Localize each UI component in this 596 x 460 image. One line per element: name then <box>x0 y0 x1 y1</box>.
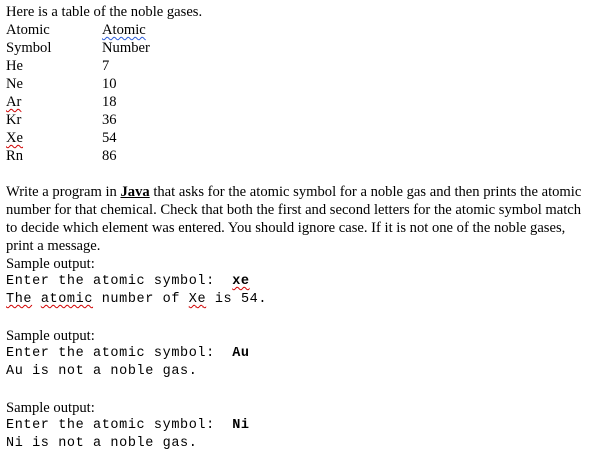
table-row <box>6 111 592 129</box>
table-header-row-1 <box>6 21 592 39</box>
java-keyword: Java <box>120 184 150 200</box>
header-number: Number <box>102 40 150 56</box>
document-page <box>6 3 592 453</box>
table-cell-number: 86 <box>102 148 117 164</box>
table-row <box>6 57 592 75</box>
table-cell-number: 18 <box>102 94 117 110</box>
intro-text: Here is a table of the noble gases. <box>6 4 203 20</box>
table-cell-number: 7 <box>102 58 110 74</box>
sample-result-part: Xe <box>188 292 207 307</box>
table-row <box>6 75 592 93</box>
sample-result-line: Au is not a noble gas. <box>6 364 198 379</box>
sample-label: Sample output: <box>6 256 95 272</box>
table-header-row-2 <box>6 39 592 57</box>
sample-result-part <box>32 292 41 307</box>
sample-prompt: Enter the atomic symbol: <box>6 274 233 289</box>
table-row <box>6 129 592 147</box>
sample-result-line: Ni is not a noble gas. <box>6 436 198 451</box>
table-cell-symbol: He <box>6 58 24 74</box>
instructions-before-java: Write a program in <box>6 184 121 200</box>
sample-prompt-line <box>6 273 592 291</box>
table-cell-number: 54 <box>102 130 117 146</box>
table-cell-symbol: Ar <box>6 94 22 110</box>
table-cell-number: 36 <box>102 112 117 128</box>
table-cell-symbol: Ne <box>6 76 24 92</box>
sample-label: Sample output: <box>6 400 95 416</box>
sample-prompt: Enter the atomic symbol: <box>6 346 233 361</box>
table-row <box>6 147 592 165</box>
instructions-after-java: that asks for the atomic symbol for a noble gas and then prints the atomic number for that chemical. Check that both the first and second letters for the atomic symbol match to decide which element was entered. You should ignore case. If it is not one of the noble gases, print a message. <box>6 184 582 254</box>
table-row <box>6 93 592 111</box>
spacer <box>6 381 592 399</box>
sample-result-line <box>6 291 592 309</box>
sample-prompt-line <box>6 417 592 435</box>
header-symbol: Symbol <box>6 40 52 56</box>
sample-input: Ni <box>232 418 250 433</box>
sample-prompt: Enter the atomic symbol: <box>6 418 233 433</box>
sample-input: xe <box>232 274 250 289</box>
header-atomic-2: Atomic <box>102 22 146 38</box>
noble-gas-table <box>6 21 592 165</box>
spacer <box>6 309 592 327</box>
sample-result-part: The <box>6 292 33 307</box>
sample-result-part: is 54. <box>206 292 268 307</box>
sample-result-part: atomic <box>40 292 94 307</box>
table-cell-symbol: Xe <box>6 130 24 146</box>
table-cell-number: 10 <box>102 76 117 92</box>
table-cell-symbol: Rn <box>6 148 24 164</box>
sample-input: Au <box>232 346 250 361</box>
sample-label: Sample output: <box>6 328 95 344</box>
sample-result-part: number of <box>93 292 189 307</box>
sample-prompt-line <box>6 345 592 363</box>
header-atomic: Atomic <box>6 22 50 38</box>
table-cell-symbol: Kr <box>6 112 22 128</box>
instructions-paragraph <box>6 183 592 255</box>
